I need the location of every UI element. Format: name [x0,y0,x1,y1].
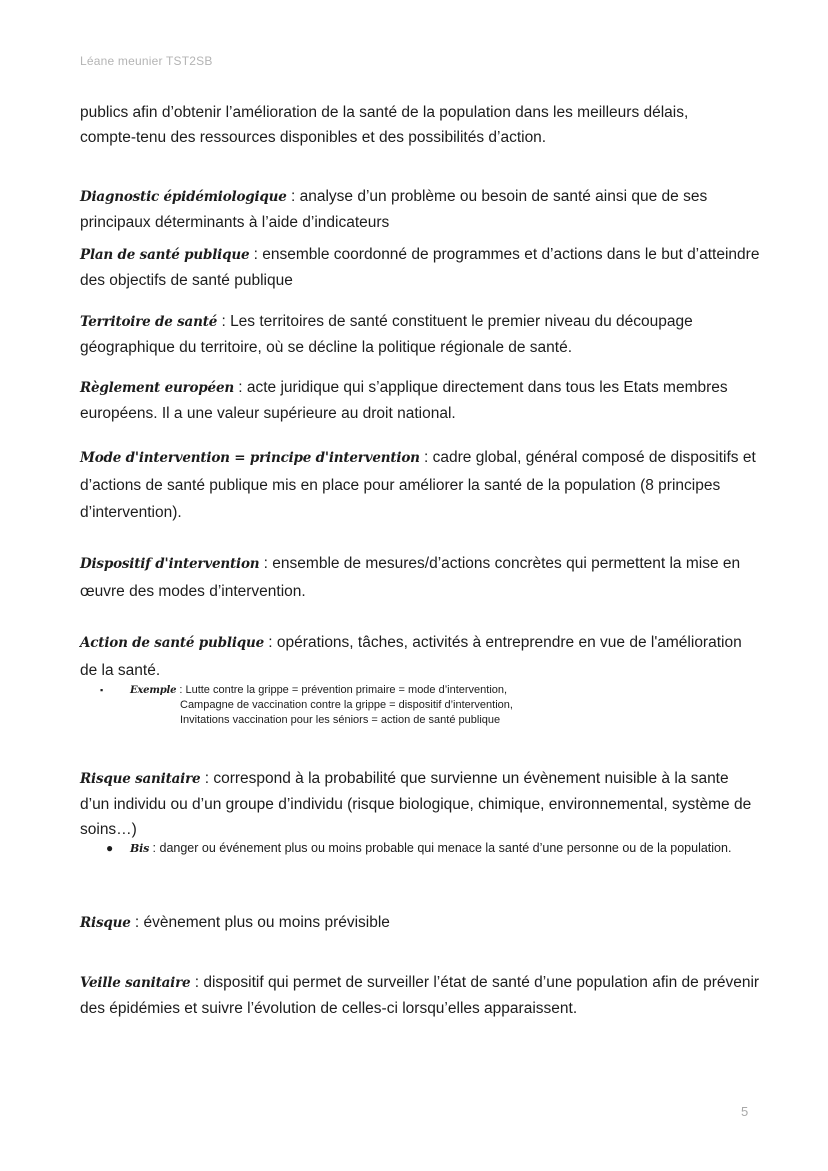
def-dispositif: ensemble de mesures/d’actions concrètes qui permettent la mise en œuvre des modes d’intervention. [80,555,741,600]
definition-plan: Plan de santé publique : ensemble coordonné de programmes et d’actions dans le but d’atteindre des objectifs de santé publique [80,246,760,289]
example-line-2: Campagne de vaccination contre la grippe = dispositif d’intervention, [180,699,513,711]
def-risque-sanitaire: correspond à la probabilité que survienne un évènement nuisible à la sante d’un individu ou d’un groupe d’individu (risque biologique, chimique, environnemental, système de soins…) [80,770,752,838]
page-header-author: Léane meunier TST2SB [80,54,213,68]
def-risque: évènement plus ou moins prévisible [143,914,390,931]
definition-diagnostic: Diagnostic épidémiologique : analyse d’un problème ou besoin de santé ainsi que de ses principaux déterminants à l’aide d’indicateurs [80,188,708,231]
definition-dispositif: Dispositif d'intervention : ensemble de mesures/d’actions concrètes qui permettent la mise en œuvre des modes d’intervention. [80,555,741,600]
term-veille: Veille sanitaire [80,975,191,991]
intro-line-1: publics afin d’obtenir l’amélioration de la santé de la population dans les meilleurs délais, [80,104,689,121]
def-mode: cadre global, général composé de dispositifs et d’actions de santé publique mis en place pour améliorer la santé de la population (8 principes d’intervention). [80,449,756,521]
term-bis: Bis [130,842,150,855]
term-action: Action de santé publique [80,635,264,651]
def-reglement: acte juridique qui s’applique directement dans tous les Etats membres européens. Il a une valeur supérieure au droit national. [80,379,728,422]
square-bullet-icon: ▪ [100,685,104,695]
definition-mode: Mode d'intervention = principe d'intervention : cadre global, général composé de dispositifs et d’actions de santé publique mis en place pour améliorer la santé de la population (8 principes d’intervention). [80,449,756,521]
document-page: Léane meunier TST2SB publics afin d’obtenir l’amélioration de la santé de la population dans les meilleurs délais, compte-tenu des ressources disponibles et des possibilités d’action. Diagnostic épidémiologique : analyse d’un problème ou besoin de santé ainsi que de ses principaux déterminants à l’aide d’indicateurs Plan de santé publique : ensemble coordonné de programmes et d’actions dans le but d’atteindre des objectifs de santé publique Territoire de santé : Les territoires de santé constituent le premier niveau du découpage géographique du territoire, où se décline la politique régionale de santé. Règlement européen : acte juridique qui s’applique directement dans tous les Etats membres européens. Il a une valeur supérieure au droit national. Mode d'intervention = principe d'intervention : cadre global, général composé de dispositifs et d’actions de santé publique mis en place pour améliorer la santé de la population (8 principes d’intervention). Dispositif d'intervention : ensemble de mesures/d’actions concrètes qui permettent la mise en œuvre des modes d’intervention. Action de santé publique : opérations, tâches, activités à entreprendre en vue de l'amélioration de la santé. ▪ Exemple : Lutte contre la grippe = prévention primaire = mode d’intervention, Campagne de vaccination contre la grippe = dispositif d’intervention, Invitations vaccination pour les séniors = action de santé publique Risque sanitaire : correspond à la probabilité que survienne un évènement nuisible à la sante d’un individu ou d’un groupe d’individu (risque biologique, chimique, environnemental, système de soins…) ● Bis : danger ou événement plus ou moins probable qui menace la santé d’une personne ou de la population. Risque : évènement plus ou moins prévisible Veille sanitaire : dispositif qui permet de surveiller l’état de santé d’une population afin de prévenir des épidémies et suivre l’évolution de celles-ci lorsqu’elles apparaissent. 5 [0,0,828,1171]
def-action: opérations, tâches, activités à entreprendre en vue de l'amélioration de la santé. [80,634,742,679]
definition-risque-sanitaire: Risque sanitaire : correspond à la probabilité que survienne un évènement nuisible à la sante d’un individu ou d’un groupe d’individu (risque biologique, chimique, environnemental, système de soins…) [80,770,752,838]
def-territoire: Les territoires de santé constituent le premier niveau du découpage géographique du territoire, où se décline la politique régionale de santé. [80,313,693,356]
example-line-1: Exemple : Lutte contre la grippe = prévention primaire = mode d’intervention, [130,684,508,696]
term-plan: Plan de santé publique [80,247,250,263]
term-dispositif: Dispositif d'intervention [80,556,260,572]
term-mode: Mode d'intervention = principe d'intervention [80,450,420,466]
page-number: 5 [741,1104,749,1119]
round-bullet-icon: ● [106,841,114,855]
definition-risque: Risque : évènement plus ou moins prévisible [80,914,390,931]
definition-action: Action de santé publique : opérations, tâches, activités à entreprendre en vue de l'amélioration de la santé. [80,634,742,679]
term-reglement: Règlement européen [80,380,234,396]
term-risque: Risque [80,915,131,931]
definition-veille: Veille sanitaire : dispositif qui permet de surveiller l’état de santé d’une population afin de prévenir des épidémies et suivre l’évolution de celles-ci lorsqu’elles apparaissent. [80,974,760,1017]
def-plan: ensemble coordonné de programmes et d’actions dans le but d’atteindre des objectifs de santé publique [80,246,760,289]
def-diagnostic: analyse d’un problème ou besoin de santé ainsi que de ses principaux déterminants à l’aide d’indicateurs [80,188,708,231]
intro-paragraph [80,100,760,150]
definition-territoire: Territoire de santé : Les territoires de santé constituent le premier niveau du découpage géographique du territoire, où se décline la politique régionale de santé. [80,313,693,356]
def-bis: danger ou événement plus ou moins probable qui menace la santé d’une personne ou de la population. [159,841,732,855]
def-veille: dispositif qui permet de surveiller l’état de santé d’une population afin de prévenir des épidémies et suivre l’évolution de celles-ci lorsqu’elles apparaissent. [80,974,760,1017]
example-line-3: Invitations vaccination pour les séniors = action de santé publique [180,714,501,726]
intro-line-2: compte-tenu des ressources disponibles et des possibilités d’action. [80,129,547,146]
term-diagnostic: Diagnostic épidémiologique [80,189,287,205]
term-exemple: Exemple [130,685,177,696]
definition-reglement: Règlement européen : acte juridique qui s’applique directement dans tous les Etats membres européens. Il a une valeur supérieure au droit national. [80,379,728,422]
term-territoire: Territoire de santé [80,314,218,330]
term-risque-sanitaire: Risque sanitaire [80,771,201,787]
